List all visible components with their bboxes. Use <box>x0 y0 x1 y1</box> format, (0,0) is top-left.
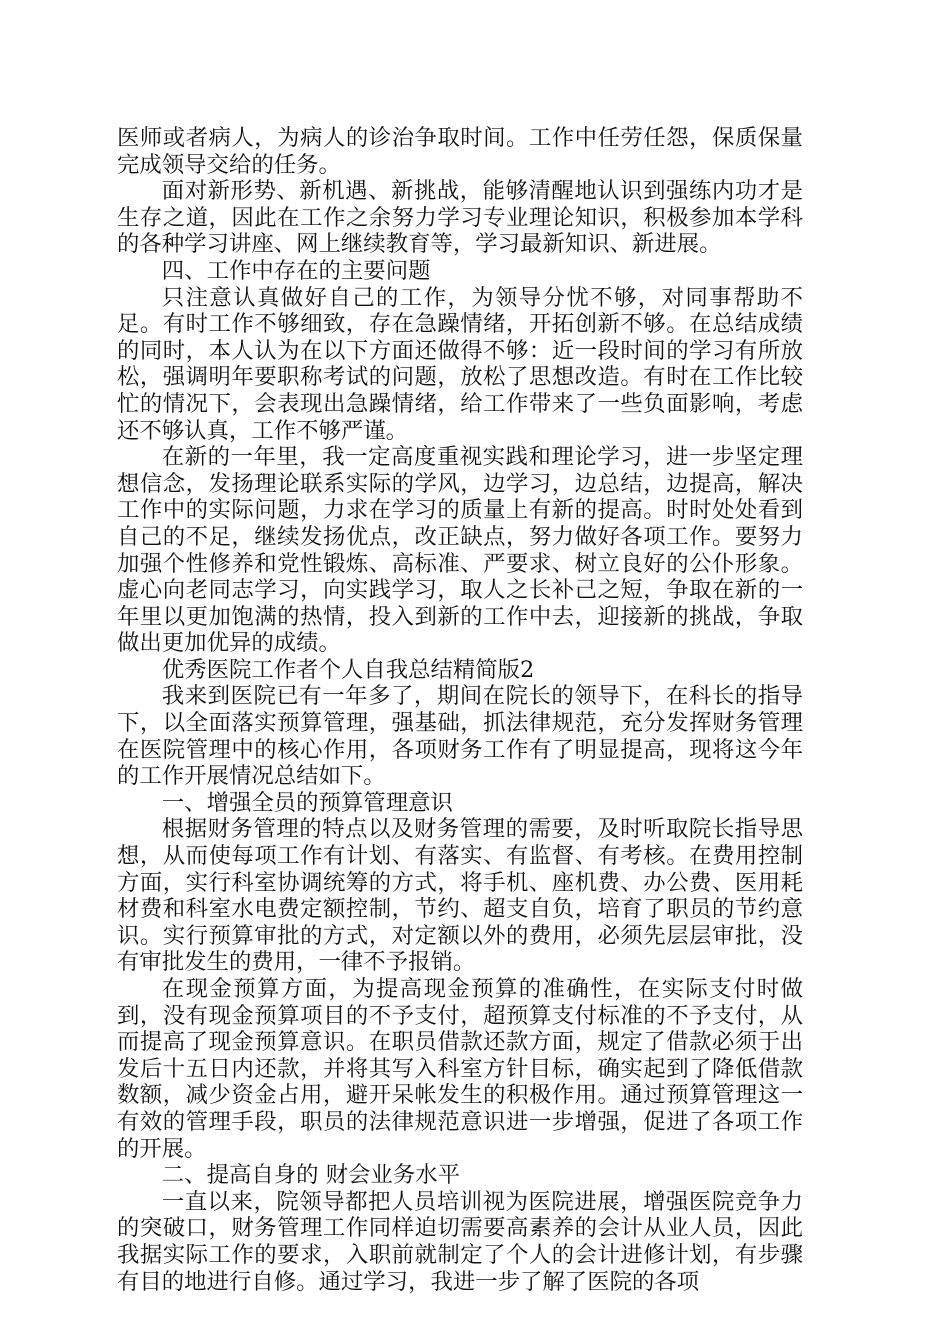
section-heading-problems: 四、工作中存在的主要问题 <box>161 257 431 284</box>
paragraph-cash-budget: 在现金预算方面，为提高现金预算的准确性，在实际支付时做到，没有现金预算项目的不予支付，超预算支付标准的不予支付，从而提高了现金预算意识。在职员借款还款方面，规定了借款必须于出发后十五日内还款，并将其写入科室方针目标，确实起到了降低借款数额，减少资金占用，避开呆帐发生的积极作用。通过预算管理这一有效的管理手段，职员的法律规范意识进一步增强，促进了各项工作的开展。 <box>117 976 803 1162</box>
paragraph-problems: 只注意认真做好自己的工作，为领导分忧不够，对同事帮助不足。有时工作不够细致，存在急躁情绪，开拓创新不够。在总结成绩的同时，本人认为在以下方面还做得不够：近一段时间的学习有所放松，强调明年要职称考试的问题，放松了思想改造。有时在工作比较忙的情况下，会表现出急躁情绪，给工作带来了一些负面影响，考虑还不够认真，工作不够严谨。 <box>117 284 803 444</box>
document-page <box>117 125 803 1295</box>
paragraph-self-study: 面对新形势、新机遇、新挑战，能够清醒地认识到强练内功才是生存之道，因此在工作之余努力学习专业理论知识，积极参加本学科的各种学习讲座、网上继续教育等，学习最新知识、新进展。 <box>117 178 803 258</box>
paragraph-new-year-plan: 在新的一年里，我一定高度重视实践和理论学习，进一步坚定理想信念，发扬理论联系实际的学风，边学习，边总结，边提高，解决工作中的实际问题，力求在学习的质量上有新的提高。时时处处看到自己的不足，继续发扬优点，改正缺点，努力做好各项工作。要努力加强个性修养和党性锻炼、高标准、严要求、树立良好的公仆形象。虚心向老同志学习，向实践学习，取人之长补己之短，争取在新的一年里以更加饱满的热情，投入到新的工作中去，迎接新的挑战，争取做出更加优异的成绩。 <box>117 444 803 657</box>
paragraph-budget-control: 根据财务管理的特点以及财务管理的需要，及时听取院长指导思想，从而使每项工作有计划、有落实、有监督、有考核。在费用控制方面，实行科室协调统筹的方式，将手机、座机费、办公费、医用耗材费和科室水电费定额控制，节约、超支自负，培育了职员的节约意识。实行预算审批的方式，对定额以外的费用，必须先层层审批，没有审批发生的费用，一律不予报销。 <box>117 816 803 976</box>
paragraph-training: 一直以来，院领导都把人员培训视为医院进展，增强医院竞争力的突破口，财务管理工作同样迫切需要高素养的会计从业人员，因此我据实际工作的要求，入职前就制定了个人的会计进修计划，有步骤有目的地进行自修。通过学习，我进一步了解了医院的各项 <box>117 1188 803 1295</box>
paragraph-continuation: 医师或者病人，为病人的诊治争取时间。工作中任劳任怨，保质保量完成领导交给的任务。 <box>117 125 803 178</box>
paragraph-intro-2: 我来到医院已有一年多了，期间在院长的领导下，在科长的指导下，以全面落实预算管理，强基础，抓法律规范，充分发挥财务管理在医院管理中的核心作用，各项财务工作有了明显提高，现将这今年的工作开展情况总结如下。 <box>117 683 803 790</box>
section-heading-skills: 二、提高自身的 财会业务水平 <box>161 1162 460 1189</box>
article-title-2: 优秀医院工作者个人自我总结精简版2 <box>161 656 535 683</box>
section-heading-budget: 一、增强全员的预算管理意识 <box>161 789 453 816</box>
